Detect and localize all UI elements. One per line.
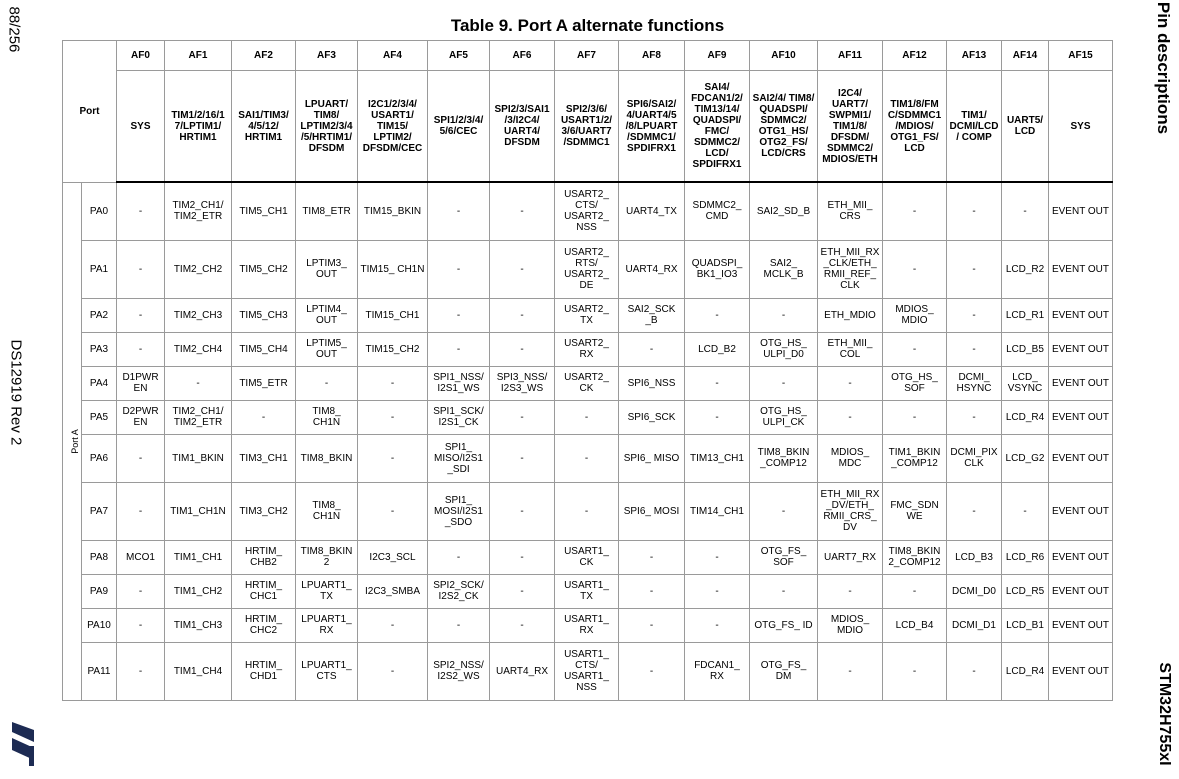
- af-cell: TIM1_BKIN: [165, 434, 232, 482]
- af-cell: -: [490, 332, 555, 366]
- af-cell: -: [619, 574, 685, 608]
- af-cell: TIM13_CH1: [685, 434, 750, 482]
- af-cell: -: [947, 298, 1002, 332]
- af-cell: SPI6_SCK: [619, 400, 685, 434]
- af-cell: TIM2_CH2: [165, 240, 232, 298]
- af-cell: -: [117, 574, 165, 608]
- af-cell: LCD_R2: [1002, 240, 1049, 298]
- af-cell: EVENT OUT: [1049, 298, 1113, 332]
- af-cell: TIM15_ CH1N: [358, 240, 428, 298]
- af-cell: LPTIM3_ OUT: [296, 240, 358, 298]
- af-cell: EVENT OUT: [1049, 482, 1113, 540]
- af-cell: UART4_RX: [490, 642, 555, 700]
- af-cell: TIM5_CH4: [232, 332, 296, 366]
- af-cell: TIM8_BKIN _COMP12: [750, 434, 818, 482]
- table-row: [63, 482, 1113, 540]
- af-cell: TIM2_CH1/ TIM2_ETR: [165, 400, 232, 434]
- af-cell: -: [117, 608, 165, 642]
- af-cell: LCD_ VSYNC: [1002, 366, 1049, 400]
- af-header: AF14: [1002, 41, 1049, 71]
- port-group-cell: [63, 182, 82, 700]
- af-cell: TIM15_CH2: [358, 332, 428, 366]
- af-cell: -: [947, 332, 1002, 366]
- af-cell: -: [428, 240, 490, 298]
- af-cell: LCD_R6: [1002, 540, 1049, 574]
- af-cell: -: [490, 540, 555, 574]
- pin-name: PA1: [82, 240, 117, 298]
- af-cell: SDMMC2_ CMD: [685, 182, 750, 240]
- af-cell: USART2_ CK: [555, 366, 619, 400]
- af-cell: -: [685, 608, 750, 642]
- af-cell: OTG_FS_ SOF: [750, 540, 818, 574]
- af-cell: -: [818, 366, 883, 400]
- af-group-header: SPI2/3/SAI1 /3/I2C4/ UART4/ DFSDM: [490, 71, 555, 183]
- af-cell: -: [117, 482, 165, 540]
- af-cell: -: [358, 434, 428, 482]
- af-cell: HRTIM_ CHC1: [232, 574, 296, 608]
- af-cell: TIM8_ CH1N: [296, 482, 358, 540]
- af-cell: -: [428, 182, 490, 240]
- af-group-header: SAI2/4/ TIM8/ QUADSPI/ SDMMC2/ OTG1_HS/ OTG2_FS/ LCD/CRS: [750, 71, 818, 183]
- af-cell: EVENT OUT: [1049, 642, 1113, 700]
- af-cell: -: [947, 240, 1002, 298]
- af-cell: TIM1_CH3: [165, 608, 232, 642]
- af-cell: TIM1_CH2: [165, 574, 232, 608]
- af-cell: -: [883, 332, 947, 366]
- pin-name: PA8: [82, 540, 117, 574]
- af-cell: SPI6_NSS: [619, 366, 685, 400]
- af-cell: SPI6_ MOSI: [619, 482, 685, 540]
- af-cell: EVENT OUT: [1049, 366, 1113, 400]
- af-cell: HRTIM_ CHD1: [232, 642, 296, 700]
- af-cell: I2C3_SCL: [358, 540, 428, 574]
- af-cell: -: [883, 642, 947, 700]
- af-cell: LCD_R4: [1002, 400, 1049, 434]
- af-group-header: LPUART/ TIM8/ LPTIM2/3/4 /5/HRTIM1/ DFSDM: [296, 71, 358, 183]
- af-cell: -: [117, 240, 165, 298]
- port-group-label: Port A: [69, 428, 80, 454]
- af-cell: D2PWR EN: [117, 400, 165, 434]
- af-group-header: SPI1/2/3/4/ 5/6/CEC: [428, 71, 490, 183]
- af-cell: TIM3_CH1: [232, 434, 296, 482]
- af-cell: TIM15_BKIN: [358, 182, 428, 240]
- document-id: DS12919 Rev 2: [7, 339, 25, 446]
- pin-name: PA5: [82, 400, 117, 434]
- af-cell: SPI1_NSS/ I2S1_WS: [428, 366, 490, 400]
- af-cell: TIM8_ CH1N: [296, 400, 358, 434]
- af-header: AF7: [555, 41, 619, 71]
- af-cell: TIM5_ETR: [232, 366, 296, 400]
- af-cell: -: [947, 400, 1002, 434]
- af-cell: LPUART1_ TX: [296, 574, 358, 608]
- af-cell: TIM8_BKIN 2_COMP12: [883, 540, 947, 574]
- af-cell: QUADSPI_ BK1_IO3: [685, 240, 750, 298]
- af-cell: EVENT OUT: [1049, 540, 1113, 574]
- st-logo-icon: [10, 718, 40, 770]
- af-cell: -: [619, 332, 685, 366]
- af-cell: -: [750, 366, 818, 400]
- af-cell: -: [117, 434, 165, 482]
- af-cell: -: [619, 642, 685, 700]
- af-cell: UART4_TX: [619, 182, 685, 240]
- af-cell: LCD_B4: [883, 608, 947, 642]
- af-cell: -: [428, 608, 490, 642]
- af-cell: LCD_B2: [685, 332, 750, 366]
- af-cell: TIM8_BKIN: [296, 434, 358, 482]
- pin-name: PA9: [82, 574, 117, 608]
- table-row: [63, 434, 1113, 482]
- af-cell: -: [619, 540, 685, 574]
- af-cell: HRTIM_ CHB2: [232, 540, 296, 574]
- af-cell: -: [883, 182, 947, 240]
- af-cell: LPUART1_ CTS: [296, 642, 358, 700]
- af-cell: TIM1_CH4: [165, 642, 232, 700]
- af-header: AF4: [358, 41, 428, 71]
- af-group-header: SPI2/3/6/ USART1/2/ 3/6/UART7 /SDMMC1: [555, 71, 619, 183]
- af-cell: -: [750, 574, 818, 608]
- af-header: AF15: [1049, 41, 1113, 71]
- af-cell: SAI2_SCK _B: [619, 298, 685, 332]
- af-cell: ETH_MII_ COL: [818, 332, 883, 366]
- af-cell: USART1_ RX: [555, 608, 619, 642]
- table-row: [63, 608, 1113, 642]
- af-header: AF0: [117, 41, 165, 71]
- af-group-header: SYS: [117, 71, 165, 183]
- af-cell: -: [1002, 182, 1049, 240]
- af-cell: TIM2_CH1/ TIM2_ETR: [165, 182, 232, 240]
- af-cell: MCO1: [117, 540, 165, 574]
- af-cell: ETH_MII_RX _CLK/ETH_ RMII_REF_ CLK: [818, 240, 883, 298]
- af-cell: -: [947, 482, 1002, 540]
- pin-name: PA3: [82, 332, 117, 366]
- af-cell: EVENT OUT: [1049, 574, 1113, 608]
- af-cell: -: [685, 574, 750, 608]
- af-cell: -: [358, 400, 428, 434]
- af-cell: -: [883, 574, 947, 608]
- af-cell: LCD_B3: [947, 540, 1002, 574]
- af-cell: SPI1_ MOSI/I2S1 _SDO: [428, 482, 490, 540]
- af-cell: -: [883, 400, 947, 434]
- af-cell: -: [490, 182, 555, 240]
- af-cell: FMC_SDN WE: [883, 482, 947, 540]
- af-cell: TIM5_CH2: [232, 240, 296, 298]
- table-title: Table 9. Port A alternate functions: [450, 16, 725, 35]
- af-cell: SPI2_SCK/ I2S2_CK: [428, 574, 490, 608]
- af-cell: OTG_FS_ DM: [750, 642, 818, 700]
- af-cell: DCMI_PIX CLK: [947, 434, 1002, 482]
- af-cell: SAI2_ MCLK_B: [750, 240, 818, 298]
- af-cell: USART2_ CTS/ USART2_ NSS: [555, 182, 619, 240]
- af-group-header: UART5/ LCD: [1002, 71, 1049, 183]
- af-cell: TIM5_CH1: [232, 182, 296, 240]
- af-cell: -: [428, 540, 490, 574]
- af-cell: -: [117, 642, 165, 700]
- af-cell: FDCAN1_ RX: [685, 642, 750, 700]
- af-cell: -: [1002, 482, 1049, 540]
- af-cell: -: [490, 482, 555, 540]
- af-cell: DCMI_D1: [947, 608, 1002, 642]
- af-group-header: SPI6/SAI2/ 4/UART4/5 /8/LPUART /SDMMC1/ SPDIFRX1: [619, 71, 685, 183]
- af-cell: TIM1_CH1N: [165, 482, 232, 540]
- af-cell: -: [165, 366, 232, 400]
- af-cell: TIM3_CH2: [232, 482, 296, 540]
- af-cell: EVENT OUT: [1049, 400, 1113, 434]
- table-row: [63, 332, 1113, 366]
- af-cell: -: [490, 240, 555, 298]
- af-cell: -: [685, 540, 750, 574]
- af-cell: -: [685, 366, 750, 400]
- table-row: [63, 642, 1113, 700]
- af-cell: -: [947, 642, 1002, 700]
- af-cell: LCD_R5: [1002, 574, 1049, 608]
- af-cell: -: [947, 182, 1002, 240]
- af-header: AF9: [685, 41, 750, 71]
- pin-name: PA10: [82, 608, 117, 642]
- af-cell: -: [555, 482, 619, 540]
- af-cell: -: [818, 574, 883, 608]
- af-cell: EVENT OUT: [1049, 240, 1113, 298]
- af-cell: -: [358, 482, 428, 540]
- af-cell: USART2_ TX: [555, 298, 619, 332]
- af-cell: UART4_RX: [619, 240, 685, 298]
- af-cell: OTG_HS_ ULPI_CK: [750, 400, 818, 434]
- af-cell: -: [555, 400, 619, 434]
- af-cell: -: [232, 400, 296, 434]
- af-cell: -: [750, 482, 818, 540]
- af-cell: SPI2_NSS/ I2S2_WS: [428, 642, 490, 700]
- af-cell: UART7_RX: [818, 540, 883, 574]
- af-cell: LCD_G2: [1002, 434, 1049, 482]
- af-cell: USART1_ TX: [555, 574, 619, 608]
- table-row: [63, 400, 1113, 434]
- af-cell: -: [117, 332, 165, 366]
- table-row: [63, 540, 1113, 574]
- af-cell: -: [490, 608, 555, 642]
- af-cell: USART2_ RX: [555, 332, 619, 366]
- af-cell: MDIOS_ MDIO: [818, 608, 883, 642]
- af-cell: LCD_B5: [1002, 332, 1049, 366]
- af-cell: OTG_HS_ ULPI_D0: [750, 332, 818, 366]
- section-title: Pin descriptions: [1154, 1, 1173, 135]
- af-cell: -: [117, 298, 165, 332]
- af-header: AF12: [883, 41, 947, 71]
- af-group-header: TIM1/8/FM C/SDMMC1 /MDIOS/ OTG1_FS/ LCD: [883, 71, 947, 183]
- af-cell: SAI2_SD_B: [750, 182, 818, 240]
- af-cell: SPI6_ MISO: [619, 434, 685, 482]
- pin-name: PA11: [82, 642, 117, 700]
- af-cell: -: [117, 182, 165, 240]
- af-cell: -: [428, 332, 490, 366]
- af-cell: D1PWR EN: [117, 366, 165, 400]
- af-header: AF10: [750, 41, 818, 71]
- af-header: AF8: [619, 41, 685, 71]
- af-cell: -: [296, 366, 358, 400]
- pin-name: PA6: [82, 434, 117, 482]
- af-cell: LCD_R4: [1002, 642, 1049, 700]
- af-header: AF6: [490, 41, 555, 71]
- page-number: 88/256: [5, 6, 23, 53]
- af-group-header: I2C4/ UART7/ SWPMI1/ TIM1/8/ DFSDM/ SDMMC2/ MDIOS/ETH: [818, 71, 883, 183]
- af-cell: TIM2_CH3: [165, 298, 232, 332]
- af-cell: -: [750, 298, 818, 332]
- af-cell: ETH_MDIO: [818, 298, 883, 332]
- af-header: AF1: [165, 41, 232, 71]
- table-row: [63, 574, 1113, 608]
- table-row: [63, 298, 1113, 332]
- af-cell: ETH_MII_ CRS: [818, 182, 883, 240]
- af-cell: TIM8_ETR: [296, 182, 358, 240]
- af-cell: SPI1_SCK/ I2S1_CK: [428, 400, 490, 434]
- af-cell: EVENT OUT: [1049, 182, 1113, 240]
- af-cell: SPI1_ MISO/I2S1 _SDI: [428, 434, 490, 482]
- af-group-header: SYS: [1049, 71, 1113, 183]
- af-cell: TIM2_CH4: [165, 332, 232, 366]
- af-cell: -: [490, 434, 555, 482]
- pin-name: PA0: [82, 182, 117, 240]
- af-cell: -: [490, 400, 555, 434]
- af-cell: USART2_ RTS/ USART2_ DE: [555, 240, 619, 298]
- af-cell: -: [619, 608, 685, 642]
- af-cell: -: [428, 298, 490, 332]
- af-cell: LPTIM5_ OUT: [296, 332, 358, 366]
- af-group-header: SAI1/TIM3/ 4/5/12/ HRTIM1: [232, 71, 296, 183]
- alternate-functions-table: [62, 40, 1113, 701]
- af-cell: DCMI_D0: [947, 574, 1002, 608]
- af-cell: TIM1_CH1: [165, 540, 232, 574]
- af-cell: USART1_ CK: [555, 540, 619, 574]
- port-header: Port: [63, 41, 117, 183]
- table-row: [63, 182, 1113, 240]
- part-number: STM32H755xI: [1156, 662, 1173, 766]
- af-cell: TIM5_CH3: [232, 298, 296, 332]
- af-cell: -: [685, 298, 750, 332]
- af-cell: -: [818, 642, 883, 700]
- af-cell: MDIOS_ MDIO: [883, 298, 947, 332]
- pin-name: PA7: [82, 482, 117, 540]
- af-cell: TIM8_BKIN 2: [296, 540, 358, 574]
- af-cell: EVENT OUT: [1049, 608, 1113, 642]
- af-cell: TIM14_CH1: [685, 482, 750, 540]
- af-cell: HRTIM_ CHC2: [232, 608, 296, 642]
- af-cell: I2C3_SMBA: [358, 574, 428, 608]
- af-cell: SPI3_NSS/ I2S3_WS: [490, 366, 555, 400]
- af-cell: TIM1_BKIN _COMP12: [883, 434, 947, 482]
- af-cell: -: [358, 608, 428, 642]
- af-cell: USART1_ CTS/ USART1_ NSS: [555, 642, 619, 700]
- af-cell: -: [685, 400, 750, 434]
- pin-name: PA4: [82, 366, 117, 400]
- af-cell: DCMI_ HSYNC: [947, 366, 1002, 400]
- af-cell: -: [555, 434, 619, 482]
- af-cell: OTG_FS_ ID: [750, 608, 818, 642]
- af-cell: ETH_MII_RX _DV/ETH_ RMII_CRS_ DV: [818, 482, 883, 540]
- af-cell: LCD_R1: [1002, 298, 1049, 332]
- af-cell: -: [818, 400, 883, 434]
- af-header: AF3: [296, 41, 358, 71]
- af-header: AF13: [947, 41, 1002, 71]
- af-group-header: SAI4/ FDCAN1/2/ TIM13/14/ QUADSPI/ FMC/ SDMMC2/ LCD/ SPDIFRX1: [685, 71, 750, 183]
- af-cell: -: [883, 240, 947, 298]
- af-cell: TIM15_CH1: [358, 298, 428, 332]
- af-cell: LPUART1_ RX: [296, 608, 358, 642]
- af-header: AF11: [818, 41, 883, 71]
- af-group-header: I2C1/2/3/4/ USART1/ TIM15/ LPTIM2/ DFSDM/CEC: [358, 71, 428, 183]
- af-cell: EVENT OUT: [1049, 434, 1113, 482]
- table-row: [63, 366, 1113, 400]
- af-cell: LCD_B1: [1002, 608, 1049, 642]
- af-group-header: TIM1/2/16/1 7/LPTIM1/ HRTIM1: [165, 71, 232, 183]
- af-group-header: TIM1/ DCMI/LCD/ COMP: [947, 71, 1002, 183]
- af-cell: EVENT OUT: [1049, 332, 1113, 366]
- af-cell: LPTIM4_ OUT: [296, 298, 358, 332]
- af-header: AF2: [232, 41, 296, 71]
- af-cell: OTG_HS_ SOF: [883, 366, 947, 400]
- af-cell: MDIOS_ MDC: [818, 434, 883, 482]
- af-cell: -: [358, 642, 428, 700]
- af-header: AF5: [428, 41, 490, 71]
- table-row: [63, 240, 1113, 298]
- af-cell: -: [490, 574, 555, 608]
- af-cell: -: [490, 298, 555, 332]
- af-cell: -: [358, 366, 428, 400]
- pin-name: PA2: [82, 298, 117, 332]
